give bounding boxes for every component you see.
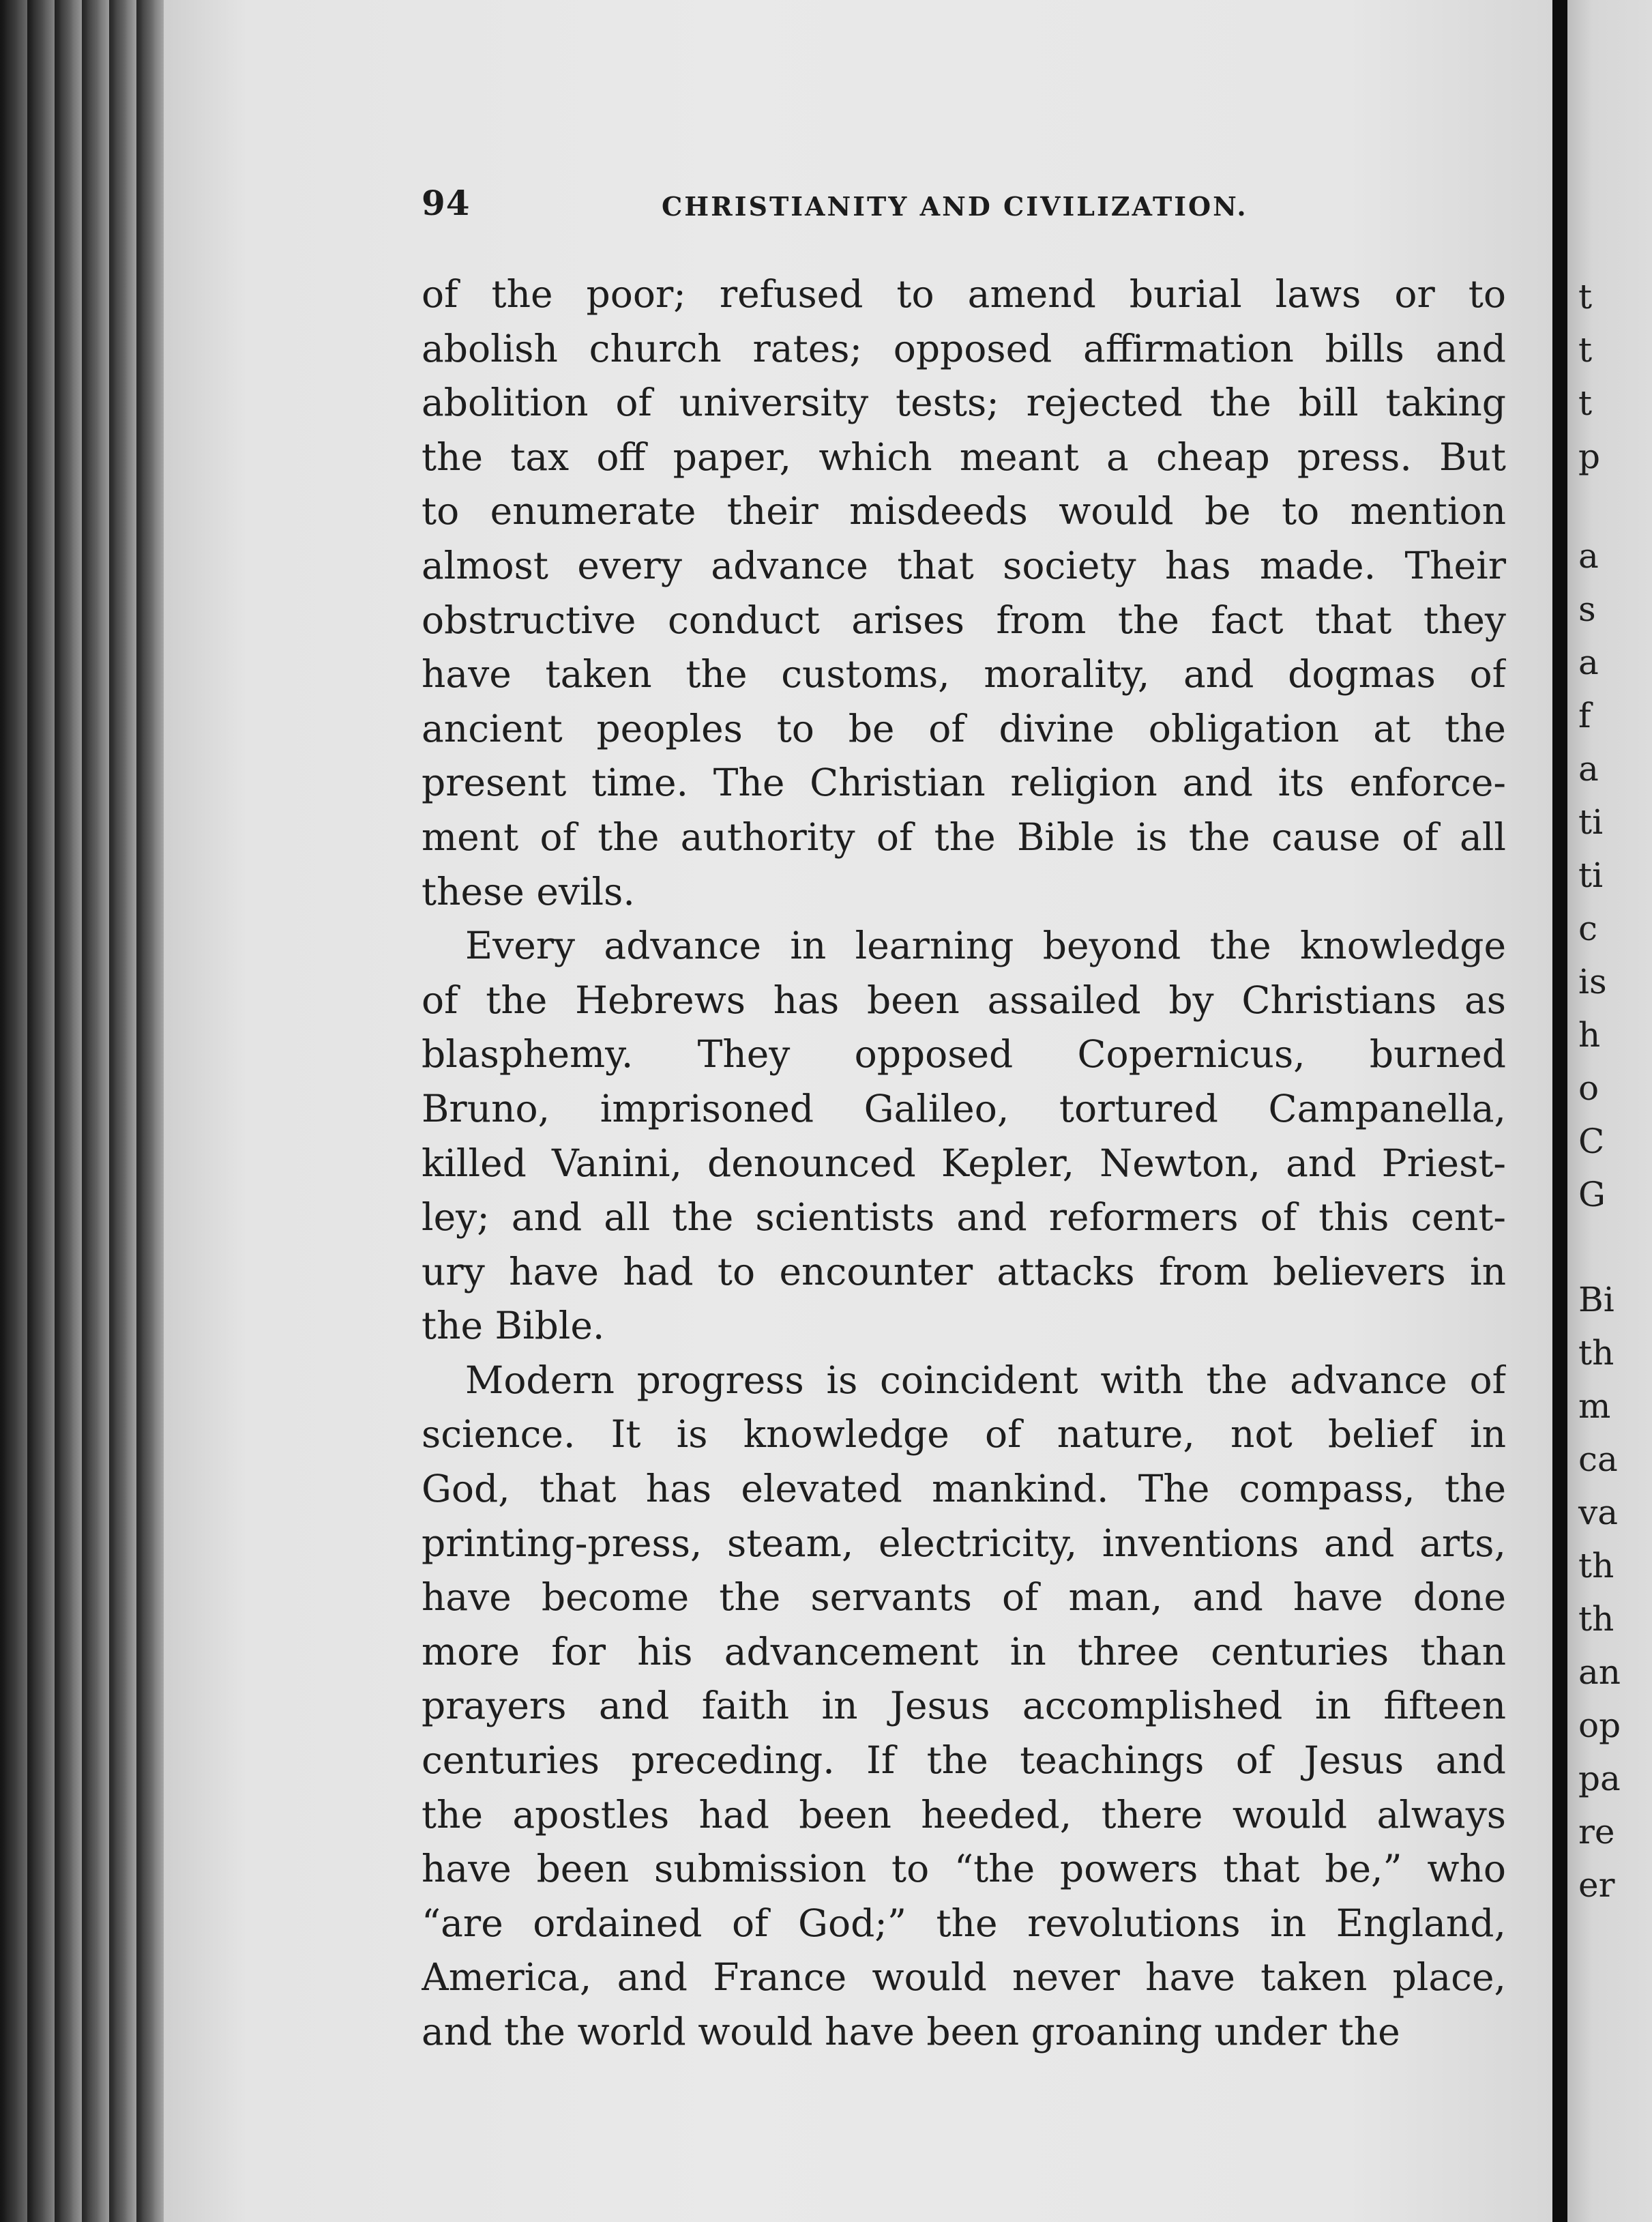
- facing-page-text-fragment: C: [1578, 1122, 1605, 1161]
- facing-page-text-fragment: a: [1578, 536, 1599, 576]
- text-line: ancient peoples to be of divine obligation at the: [422, 706, 1506, 750]
- text-line: almost every advance that society has made. Their: [422, 543, 1506, 587]
- facing-page-text-fragment: th: [1578, 1333, 1614, 1373]
- running-title: CHRISTIANITY AND CIVILIZATION.: [662, 191, 1248, 222]
- facing-page-text-fragment: th: [1578, 1546, 1614, 1585]
- book-page-edges: [0, 0, 164, 2222]
- text-line: present time. The Christian religion and its enforce-: [422, 761, 1506, 805]
- facing-page-text-fragment: a: [1578, 643, 1599, 682]
- facing-page-text-fragment: re: [1578, 1812, 1615, 1852]
- facing-page-text-fragment: m: [1578, 1386, 1611, 1426]
- page-number: 94: [422, 183, 471, 223]
- text-line: printing-press, steam, electricity, inventions and arts,: [422, 1521, 1506, 1565]
- text-line: of the poor; refused to amend burial laws or to: [422, 272, 1506, 316]
- text-line: God, that has elevated mankind. The compass, the: [422, 1467, 1506, 1511]
- paragraph: [422, 1354, 1506, 2060]
- paragraph: [422, 919, 1506, 1354]
- running-head: [422, 183, 1513, 231]
- facing-page-text-fragment: h: [1578, 1015, 1601, 1055]
- facing-page-text-fragment: G: [1578, 1175, 1606, 1214]
- facing-page-text-fragment: op: [1578, 1706, 1621, 1745]
- text-line: to enumerate their misdeeds would be to mention: [422, 489, 1506, 533]
- text-line: prayers and faith in Jesus accomplished in fifteen: [422, 1684, 1506, 1728]
- facing-page-text-fragment: pa: [1578, 1759, 1621, 1798]
- facing-page-text-fragment: t: [1578, 383, 1593, 423]
- text-line: killed Vanini, denounced Kepler, Newton, and Priest-: [422, 1141, 1506, 1185]
- text-line: and the world would have been groaning under the: [422, 2010, 1400, 2053]
- text-line: ury have had to encounter attacks from believers in: [422, 1249, 1506, 1293]
- body-text: [422, 267, 1506, 2060]
- text-line: have taken the customs, morality, and dogmas of: [422, 652, 1506, 697]
- text-line: of the Hebrews has been assailed by Christians as: [422, 978, 1506, 1022]
- text-line: “are ordained of God;” the revolutions in England,: [422, 1901, 1506, 1945]
- text-line: ment of the authority of the Bible is the cause of all: [422, 815, 1506, 859]
- text-line: America, and France would never have taken place,: [422, 1955, 1506, 2000]
- book-gutter: [1552, 0, 1567, 2222]
- facing-page-text-fragment: t: [1578, 330, 1593, 370]
- facing-page-text-fragment: ti: [1578, 856, 1604, 895]
- paragraph: [422, 267, 1506, 919]
- text-line: Bruno, imprisoned Galileo, tortured Campanella,: [422, 1086, 1506, 1130]
- facing-page-text-fragment: p: [1578, 437, 1601, 476]
- facing-page-text-fragment: f: [1578, 696, 1591, 735]
- text-line: ley; and all the scientists and reformers of this cent-: [422, 1195, 1506, 1240]
- facing-page-text-fragment: er: [1578, 1865, 1615, 1905]
- text-line: the Bible.: [422, 1304, 605, 1348]
- text-line: Modern progress is coincident with the advance of: [465, 1358, 1506, 1402]
- facing-page: [1567, 0, 1652, 2222]
- facing-page-text-fragment: ti: [1578, 802, 1604, 842]
- facing-page-text-fragment: va: [1578, 1493, 1619, 1532]
- text-line: the apostles had been heeded, there would always: [422, 1792, 1506, 1837]
- facing-page-text-fragment: c: [1578, 909, 1598, 948]
- facing-page-text-fragment: ca: [1578, 1439, 1618, 1479]
- text-line: abolish church rates; opposed affirmation bills and: [422, 326, 1506, 370]
- facing-page-text-fragment: t: [1578, 277, 1593, 317]
- text-line: these evils.: [422, 869, 635, 913]
- text-line: more for his advancement in three centuries than: [422, 1629, 1506, 1673]
- text-line: obstructive conduct arises from the fact that they: [422, 598, 1506, 642]
- text-line: blasphemy. They opposed Copernicus, burned: [422, 1032, 1506, 1077]
- text-line: science. It is knowledge of nature, not belief in: [422, 1412, 1506, 1457]
- text-line: have become the servants of man, and have done: [422, 1575, 1506, 1620]
- text-line: Every advance in learning beyond the knowledge: [465, 924, 1506, 968]
- facing-page-text-fragment: s: [1578, 589, 1596, 629]
- facing-page-text-fragment: an: [1578, 1652, 1621, 1692]
- text-line: have been submission to “the powers that be,” who: [422, 1847, 1506, 1891]
- facing-page-text-fragment: is: [1578, 962, 1607, 1002]
- facing-page-text-fragment: th: [1578, 1599, 1614, 1639]
- facing-page-text-fragment: Bi: [1578, 1280, 1614, 1319]
- text-line: the tax off paper, which meant a cheap press. But: [422, 435, 1506, 479]
- text-line: abolition of university tests; rejected the bill taking: [422, 381, 1506, 425]
- facing-page-text-fragment: a: [1578, 749, 1599, 789]
- text-line: centuries preceding. If the teachings of Jesus and: [422, 1738, 1506, 1783]
- facing-page-text-fragment: o: [1578, 1068, 1599, 1108]
